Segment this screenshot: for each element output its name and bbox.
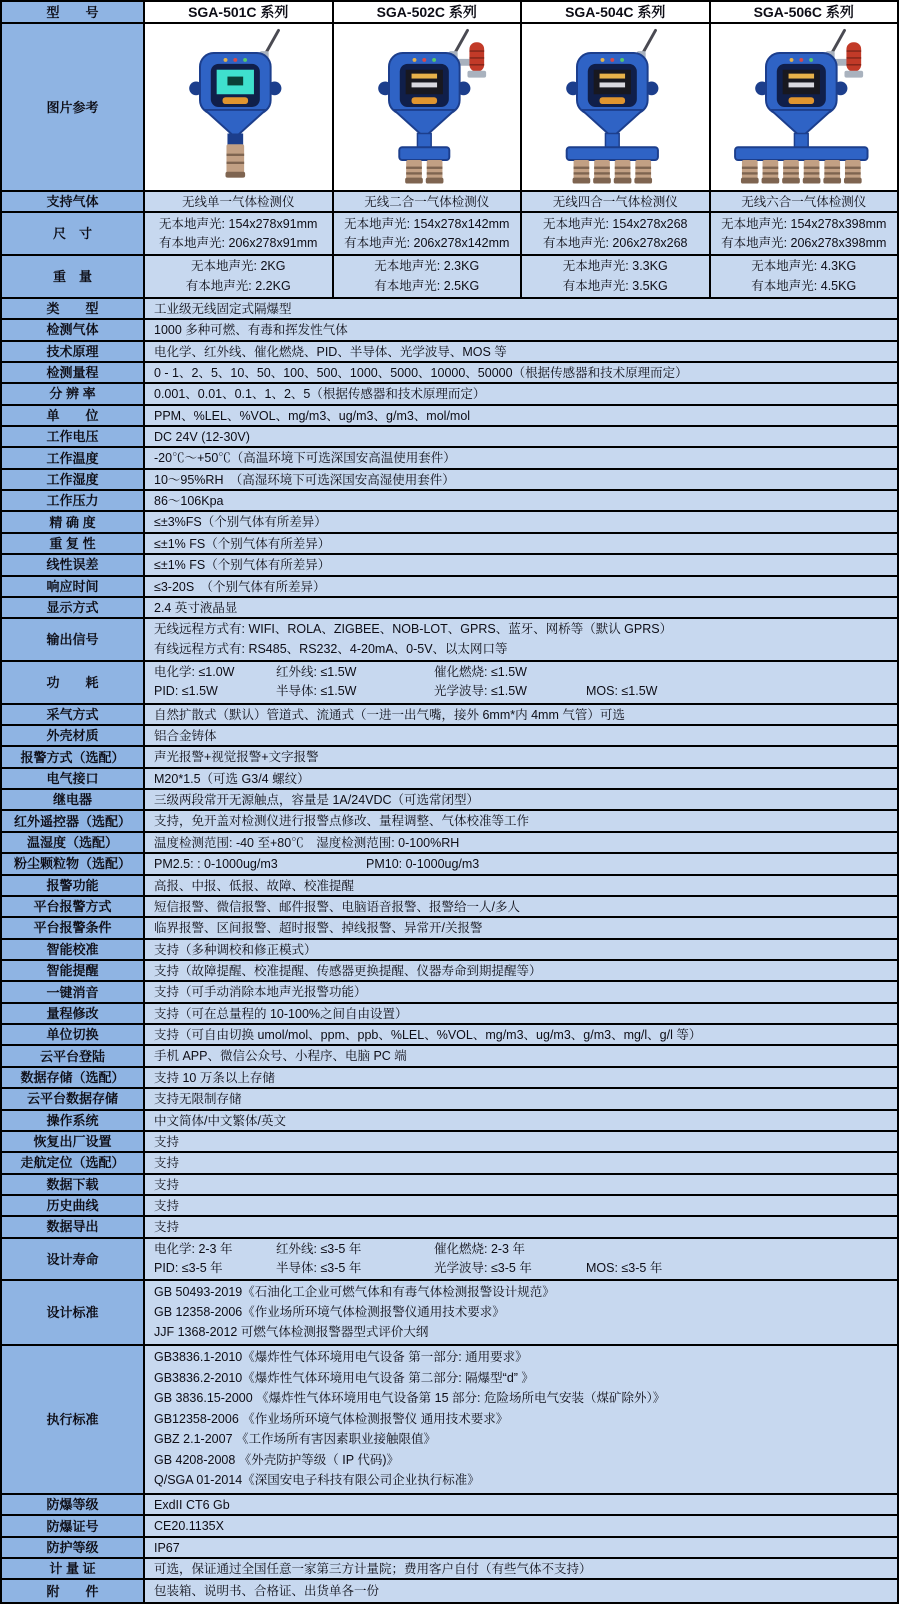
table-row	[2, 1046, 897, 1067]
table-row	[2, 1111, 897, 1132]
spec-value-cell	[145, 940, 897, 959]
spec-value-cell	[145, 662, 897, 703]
row-label: 平台报警条件	[2, 918, 145, 937]
row-label: 平台报警方式	[2, 897, 145, 916]
spec-value-cell	[145, 769, 897, 788]
value-cell	[711, 256, 898, 297]
value-line: 10～95%RH （高湿环境下可选深国安高湿使用套件）	[154, 472, 455, 487]
value-line: GB 12358-2006《作业场所环境气体检测报警仪通用技术要求》	[154, 1304, 505, 1319]
spec-value-cell	[145, 726, 897, 745]
value-line: 中文简体/中文繁体/英文	[154, 1113, 286, 1128]
table-row	[2, 769, 897, 790]
row-label: 防护等级	[2, 1538, 145, 1557]
spec-value-cell	[145, 1046, 897, 1065]
model-header-2: SGA-502C 系列	[334, 2, 523, 22]
value-line: GBZ 2.1-2007 《工作场所有害因素职业接触限值》	[154, 1432, 436, 1447]
gas-detector-illustration-sga-506c	[713, 26, 896, 188]
value-line: 有线远程方式有: RS485、RS232、4-20mA、0-5V、以太网口等	[154, 641, 508, 656]
product-image-sga-506c	[711, 24, 898, 190]
value-line: 支持	[154, 1156, 180, 1171]
value-line: 有本地声光: 2.2KG	[185, 278, 291, 293]
spec-value-cell	[145, 491, 897, 510]
value-line	[154, 682, 893, 701]
value-line: 0.001、0.01、0.1、1、2、5（根据传感器和技术原理而定）	[154, 387, 486, 402]
value-line: ≤±1% FS（个别气体有所差异）	[154, 536, 331, 551]
value-line: GB3836.2-2010《爆炸性气体环境用电气设备 第二部分: 隔爆型“d” 》	[154, 1370, 534, 1385]
value-line: M20*1.5（可选 G3/4 螺纹）	[154, 771, 310, 786]
table-row	[2, 1068, 897, 1089]
spec-value-cell	[145, 918, 897, 937]
value-cell	[145, 213, 334, 254]
spec-value-cell	[145, 705, 897, 724]
row-label: 技术原理	[2, 342, 145, 361]
value-line: 有本地声光: 206x278x268	[542, 235, 688, 250]
value-line: 0 - 1、2、5、10、50、100、500、1000、5000、10000、50000（根据传感器和技术原理而定）	[154, 365, 688, 380]
spec-value-cell	[145, 555, 897, 574]
spec-value-cell	[145, 577, 897, 596]
table-row	[2, 1175, 897, 1196]
value-line: 支持	[154, 1198, 180, 1213]
value-line: 声光报警+视觉报警+文字报警	[154, 750, 319, 765]
gas-detector-illustration-sga-504c	[524, 26, 707, 188]
row-label: 类 型	[2, 299, 145, 318]
value-line: 无本地声光: 2.3KG	[374, 259, 480, 274]
table-row	[2, 213, 897, 256]
table-row	[2, 833, 897, 854]
table-row	[2, 854, 897, 875]
spec-value-cell	[145, 961, 897, 980]
table-row	[2, 705, 897, 726]
image-row-label: 图片参考	[2, 24, 145, 190]
table-row	[2, 961, 897, 982]
image-reference-row	[2, 24, 897, 192]
table-row	[2, 491, 897, 512]
value-segment: 催化燃烧: ≤1.5W	[434, 665, 527, 680]
spec-value-cell	[145, 1559, 897, 1578]
row-label: 智能提醒	[2, 961, 145, 980]
value-line: Q/SGA 01-2014《深国安电子科技有限公司企业执行标准》	[154, 1473, 480, 1488]
spec-value-cell	[145, 619, 897, 660]
value-line: 三级两段常开无源触点，容量是 1A/24VDC（可选常闭型）	[154, 793, 480, 808]
row-label: 防爆证号	[2, 1516, 145, 1535]
spec-value-cell	[145, 384, 897, 403]
value-line: 支持（可手动消除本地声光报警功能）	[154, 985, 367, 1000]
row-label: 智能校准	[2, 940, 145, 959]
table-row	[2, 876, 897, 897]
table-row	[2, 406, 897, 427]
value-line: 有本地声光: 2.5KG	[374, 278, 480, 293]
value-line	[154, 663, 893, 682]
table-row	[2, 1004, 897, 1025]
value-line: -20℃～+50℃（高温环境下可选深国安高温使用套件）	[154, 451, 456, 466]
value-line: 1000 多种可燃、有毒和挥发性气体	[154, 323, 348, 338]
row-label: 粉尘颗粒物（选配）	[2, 854, 145, 873]
value-segment: PID: ≤3-5 年	[154, 1261, 223, 1276]
value-cell	[334, 213, 523, 254]
table-row	[2, 1281, 897, 1345]
spec-value-cell	[145, 1516, 897, 1535]
value-segment: 红外线: ≤1.5W	[276, 665, 357, 680]
row-label: 历史曲线	[2, 1196, 145, 1215]
table-row	[2, 1217, 897, 1238]
value-line: CE20.1135X	[154, 1519, 224, 1534]
row-label: 工作温度	[2, 448, 145, 467]
product-image-sga-501c	[145, 24, 334, 190]
spec-value-cell	[145, 598, 897, 617]
value-cell	[334, 192, 523, 211]
value-line: 有本地声光: 4.5KG	[751, 278, 857, 293]
value-line: 支持	[154, 1220, 180, 1235]
value-cell	[145, 256, 334, 297]
value-line: 有本地声光: 206x278x142mm	[344, 235, 510, 250]
row-label: 设计标准	[2, 1281, 145, 1343]
value-segment: PM10: 0-1000ug/m3	[366, 857, 480, 872]
table-row	[2, 363, 897, 384]
model-row-label: 型 号	[2, 2, 145, 22]
value-line: 支持（故障提醒、校准提醒、传感器更换提醒、仪器寿命到期提醒等）	[154, 964, 542, 978]
spec-value-cell	[145, 427, 897, 446]
value-segment: MOS: ≤3-5 年	[586, 1261, 663, 1276]
value-line: GB12358-2006 《作业场所环境气体检测报警仪 通用技术要求》	[154, 1411, 509, 1426]
value-line: 无线二合一气体检测仪	[364, 195, 490, 209]
spec-value-cell	[145, 1068, 897, 1087]
spec-value-cell	[145, 747, 897, 766]
table-row	[2, 1089, 897, 1110]
table-row	[2, 1196, 897, 1217]
row-label: 线性误差	[2, 555, 145, 574]
value-line: 无本地声光: 4.3KG	[751, 259, 857, 274]
spec-value-cell	[145, 1196, 897, 1215]
row-label: 电气接口	[2, 769, 145, 788]
model-header-3: SGA-504C 系列	[522, 2, 711, 22]
row-label: 响应时间	[2, 577, 145, 596]
row-label: 单 位	[2, 406, 145, 425]
value-line: 无线六合一气体检测仪	[741, 195, 867, 209]
table-row	[2, 1239, 897, 1282]
value-line: GB 50493-2019《石油化工企业可燃气体和有毒气体检测报警设计规范》	[154, 1285, 555, 1300]
table-row	[2, 1516, 897, 1537]
spec-value-cell	[145, 1346, 897, 1494]
spec-value-cell	[145, 854, 897, 873]
spec-value-cell	[145, 1281, 897, 1343]
value-line: 无本地声光: 154x278x268	[542, 216, 688, 231]
spec-value-cell	[145, 790, 897, 809]
row-label: 红外遥控器（选配）	[2, 811, 145, 830]
row-label: 显示方式	[2, 598, 145, 617]
table-row	[2, 448, 897, 469]
spec-value-cell	[145, 1132, 897, 1151]
spec-value-cell	[145, 811, 897, 830]
value-segment: 催化燃烧: 2-3 年	[434, 1241, 525, 1256]
value-line: 铝合金铸体	[154, 729, 217, 744]
table-row	[2, 192, 897, 213]
row-label: 计 量 证	[2, 1559, 145, 1578]
row-label: 外壳材质	[2, 726, 145, 745]
table-row	[2, 940, 897, 961]
table-row	[2, 555, 897, 576]
table-row	[2, 384, 897, 405]
gas-detector-illustration-sga-502c	[336, 26, 519, 188]
table-row	[2, 982, 897, 1003]
table-row	[2, 299, 897, 320]
value-line: GB 3836.15-2000 《爆炸性气体环境用电气设备第 15 部分: 危险场所电气安装（煤矿除外）》	[154, 1391, 666, 1406]
value-line: 临界报警、区间报警、超时报警、掉线报警、异常开/关报警	[154, 921, 483, 936]
spec-value-cell	[145, 1580, 897, 1601]
value-line: 工业级无线固定式隔爆型	[154, 301, 292, 316]
spec-value-cell	[145, 299, 897, 318]
value-segment: 红外线: ≤3-5 年	[276, 1241, 362, 1256]
value-cell	[522, 256, 711, 297]
table-row	[2, 1580, 897, 1601]
value-line: 支持（多种调校和修正模式）	[154, 942, 317, 957]
value-segment: PM2.5: : 0-1000ug/m3	[154, 857, 278, 872]
row-label: 附 件	[2, 1580, 145, 1601]
value-line: 手机 APP、微信公众号、小程序、电脑 PC 端	[154, 1049, 407, 1064]
value-line: DC 24V (12-30V)	[154, 429, 250, 444]
row-label: 支持气体	[2, 192, 145, 211]
row-label: 设计寿命	[2, 1239, 145, 1280]
value-line	[154, 1259, 893, 1278]
value-segment: 光学波导: ≤3-5 年	[434, 1261, 532, 1276]
table-row	[2, 512, 897, 533]
value-line: 支持（可自由切换 umol/mol、ppm、ppb、%LEL、%VOL、mg/m3、ug/m3、g/m3、mg/l、g/l 等）	[154, 1028, 702, 1043]
spec-value-cell	[145, 1025, 897, 1044]
value-line: 无线四合一气体检测仪	[552, 195, 678, 209]
row-label: 数据存储（选配）	[2, 1068, 145, 1087]
model-header-1: SGA-501C 系列	[145, 2, 334, 22]
value-line: 可选，保证通过全国任意一家第三方计量院；费用客户自付（有些气体不支持）	[154, 1562, 592, 1577]
value-line: 有本地声光: 206x278x398mm	[721, 235, 887, 250]
value-line: GB3836.1-2010《爆炸性气体环境用电气设备 第一部分: 通用要求》	[154, 1350, 528, 1365]
row-label: 功 耗	[2, 662, 145, 703]
spec-value-cell	[145, 1153, 897, 1172]
value-segment: PID: ≤1.5W	[154, 684, 218, 699]
table-row	[2, 342, 897, 363]
value-line: ExdII CT6 Gb	[154, 1498, 230, 1513]
table-row	[2, 1538, 897, 1559]
row-label: 数据下载	[2, 1175, 145, 1194]
spec-value-cell	[145, 448, 897, 467]
spec-value-cell	[145, 534, 897, 553]
spec-value-cell	[145, 512, 897, 531]
table-row	[2, 726, 897, 747]
spec-value-cell	[145, 470, 897, 489]
row-label: 继电器	[2, 790, 145, 809]
value-line: 有本地声光: 206x278x91mm	[159, 235, 318, 250]
model-header-4: SGA-506C 系列	[711, 2, 898, 22]
row-label: 检测气体	[2, 320, 145, 339]
row-label: 单位切换	[2, 1025, 145, 1044]
value-line: IP67	[154, 1540, 180, 1555]
value-line: 支持，免开盖对检测仪进行报警点修改、量程调整、气体校准等工作	[154, 814, 530, 829]
row-label: 重 复 性	[2, 534, 145, 553]
row-label: 执行标准	[2, 1346, 145, 1494]
product-image-sga-502c	[334, 24, 523, 190]
row-label: 操作系统	[2, 1111, 145, 1130]
table-row	[2, 534, 897, 555]
table-row	[2, 256, 897, 299]
spec-value-cell	[145, 876, 897, 895]
value-line: ≤±1% FS（个别气体有所差异）	[154, 558, 331, 573]
table-row	[2, 1153, 897, 1174]
value-line: JJF 1368-2012 可燃气体检测报警器型式评价大纲	[154, 1324, 429, 1339]
row-label: 恢复出厂设置	[2, 1132, 145, 1151]
value-line: 支持无限制存储	[154, 1092, 242, 1107]
spec-value-cell	[145, 1538, 897, 1557]
row-label: 检测量程	[2, 363, 145, 382]
value-line: ≤±3%FS（个别气体有所差异）	[154, 515, 327, 530]
row-label: 分 辨 率	[2, 384, 145, 403]
model-header-row	[2, 2, 897, 24]
row-label: 重 量	[2, 256, 145, 297]
table-row	[2, 811, 897, 832]
value-segment: 电化学: ≤1.0W	[154, 665, 235, 680]
row-label: 数据导出	[2, 1217, 145, 1236]
value-line: 高报、中报、低报、故障、校准提醒	[154, 878, 355, 893]
spec-value-cell	[145, 1175, 897, 1194]
value-line: 2.4 英寸液晶显	[154, 600, 238, 615]
row-label: 一键消音	[2, 982, 145, 1001]
value-line: 无本地声光: 2KG	[191, 259, 286, 274]
spec-value-cell	[145, 1004, 897, 1023]
value-line: 无线远程方式有: WIFI、ROLA、ZIGBEE、NOB-LOT、GPRS、蓝牙、网桥等（默认 GPRS）	[154, 622, 673, 637]
table-row	[2, 790, 897, 811]
value-line: 无本地声光: 3.3KG	[562, 259, 668, 274]
table-row	[2, 747, 897, 768]
table-row	[2, 1495, 897, 1516]
spec-value-cell	[145, 1495, 897, 1514]
value-line: GB 4208-2008 《外壳防护等级（ IP 代码)》	[154, 1452, 399, 1467]
value-line: 温度检测范围: -40 至+80℃ 湿度检测范围: 0-100%RH	[154, 835, 460, 850]
value-cell	[711, 213, 898, 254]
table-row	[2, 427, 897, 448]
spec-value-cell	[145, 342, 897, 361]
value-cell	[522, 192, 711, 211]
spec-value-cell	[145, 363, 897, 382]
table-row	[2, 598, 897, 619]
value-cell	[522, 213, 711, 254]
table-row	[2, 1025, 897, 1046]
value-line: 无本地声光: 154x278x91mm	[159, 216, 318, 231]
row-label: 报警方式（选配）	[2, 747, 145, 766]
value-line: ≤3-20S （个别气体有所差异）	[154, 579, 326, 594]
row-label: 走航定位（选配）	[2, 1153, 145, 1172]
value-line: 支持	[154, 1134, 180, 1149]
row-label: 工作电压	[2, 427, 145, 446]
row-label: 防爆等级	[2, 1495, 145, 1514]
table-row	[2, 470, 897, 491]
value-cell	[145, 192, 334, 211]
spec-value-cell	[145, 982, 897, 1001]
value-line	[154, 855, 893, 872]
row-label: 采气方式	[2, 705, 145, 724]
value-segment: 光学波导: ≤1.5W	[434, 684, 527, 699]
value-segment: 半导体: ≤1.5W	[276, 684, 357, 699]
spec-value-cell	[145, 1217, 897, 1236]
table-row	[2, 918, 897, 939]
spec-value-cell	[145, 833, 897, 852]
spec-value-cell	[145, 1239, 897, 1280]
value-line: 包装箱、说明书、合格证、出货单各一份	[154, 1583, 380, 1598]
table-row	[2, 662, 897, 705]
row-label: 报警功能	[2, 876, 145, 895]
row-label: 云平台数据存储	[2, 1089, 145, 1108]
value-line: 支持（可在总量程的 10-100%之间自由设置）	[154, 1006, 408, 1021]
table-row	[2, 577, 897, 598]
value-cell	[711, 192, 898, 211]
spec-value-cell	[145, 897, 897, 916]
row-label: 精 确 度	[2, 512, 145, 531]
value-line: 无本地声光: 154x278x142mm	[344, 216, 510, 231]
table-row	[2, 897, 897, 918]
value-segment: 半导体: ≤3-5 年	[276, 1261, 362, 1276]
gas-detector-illustration-sga-501c	[147, 26, 330, 188]
table-row	[2, 1346, 897, 1496]
value-segment: 电化学: 2-3 年	[154, 1241, 233, 1256]
value-line	[154, 1240, 893, 1259]
table-row	[2, 1132, 897, 1153]
value-line: 支持	[154, 1177, 180, 1192]
value-line: 无本地声光: 154x278x398mm	[721, 216, 887, 231]
product-image-sga-504c	[522, 24, 711, 190]
value-line: 自然扩散式（默认）管道式、流通式（一进一出气嘴，接外 6mm*内 4mm 气管）可选	[154, 707, 625, 722]
table-row	[2, 1559, 897, 1580]
value-line: 有本地声光: 3.5KG	[562, 278, 668, 293]
spec-value-cell	[145, 406, 897, 425]
value-line: 电化学、红外线、催化燃烧、PID、半导体、光学波导、MOS 等	[154, 344, 507, 359]
value-line: 支持 10 万条以上存储	[154, 1070, 275, 1085]
row-label: 云平台登陆	[2, 1046, 145, 1065]
table-row	[2, 320, 897, 341]
table-row	[2, 619, 897, 662]
value-line: 无线单一气体检测仪	[181, 195, 295, 209]
row-label: 尺 寸	[2, 213, 145, 254]
value-line: 短信报警、微信报警、邮件报警、电脑语音报警、报警给一人/多人	[154, 899, 520, 914]
row-label: 温湿度（选配）	[2, 833, 145, 852]
row-label: 工作压力	[2, 491, 145, 510]
row-label: 工作湿度	[2, 470, 145, 489]
spec-value-cell	[145, 320, 897, 339]
spec-value-cell	[145, 1111, 897, 1130]
row-label: 量程修改	[2, 1004, 145, 1023]
value-line: PPM、%LEL、%VOL、mg/m3、ug/m3、g/m3、mol/mol	[154, 408, 471, 423]
value-segment: MOS: ≤1.5W	[586, 684, 658, 699]
value-line: 86～106Kpa	[154, 494, 224, 509]
value-cell	[334, 256, 523, 297]
spec-value-cell	[145, 1089, 897, 1108]
row-label: 输出信号	[2, 619, 145, 660]
